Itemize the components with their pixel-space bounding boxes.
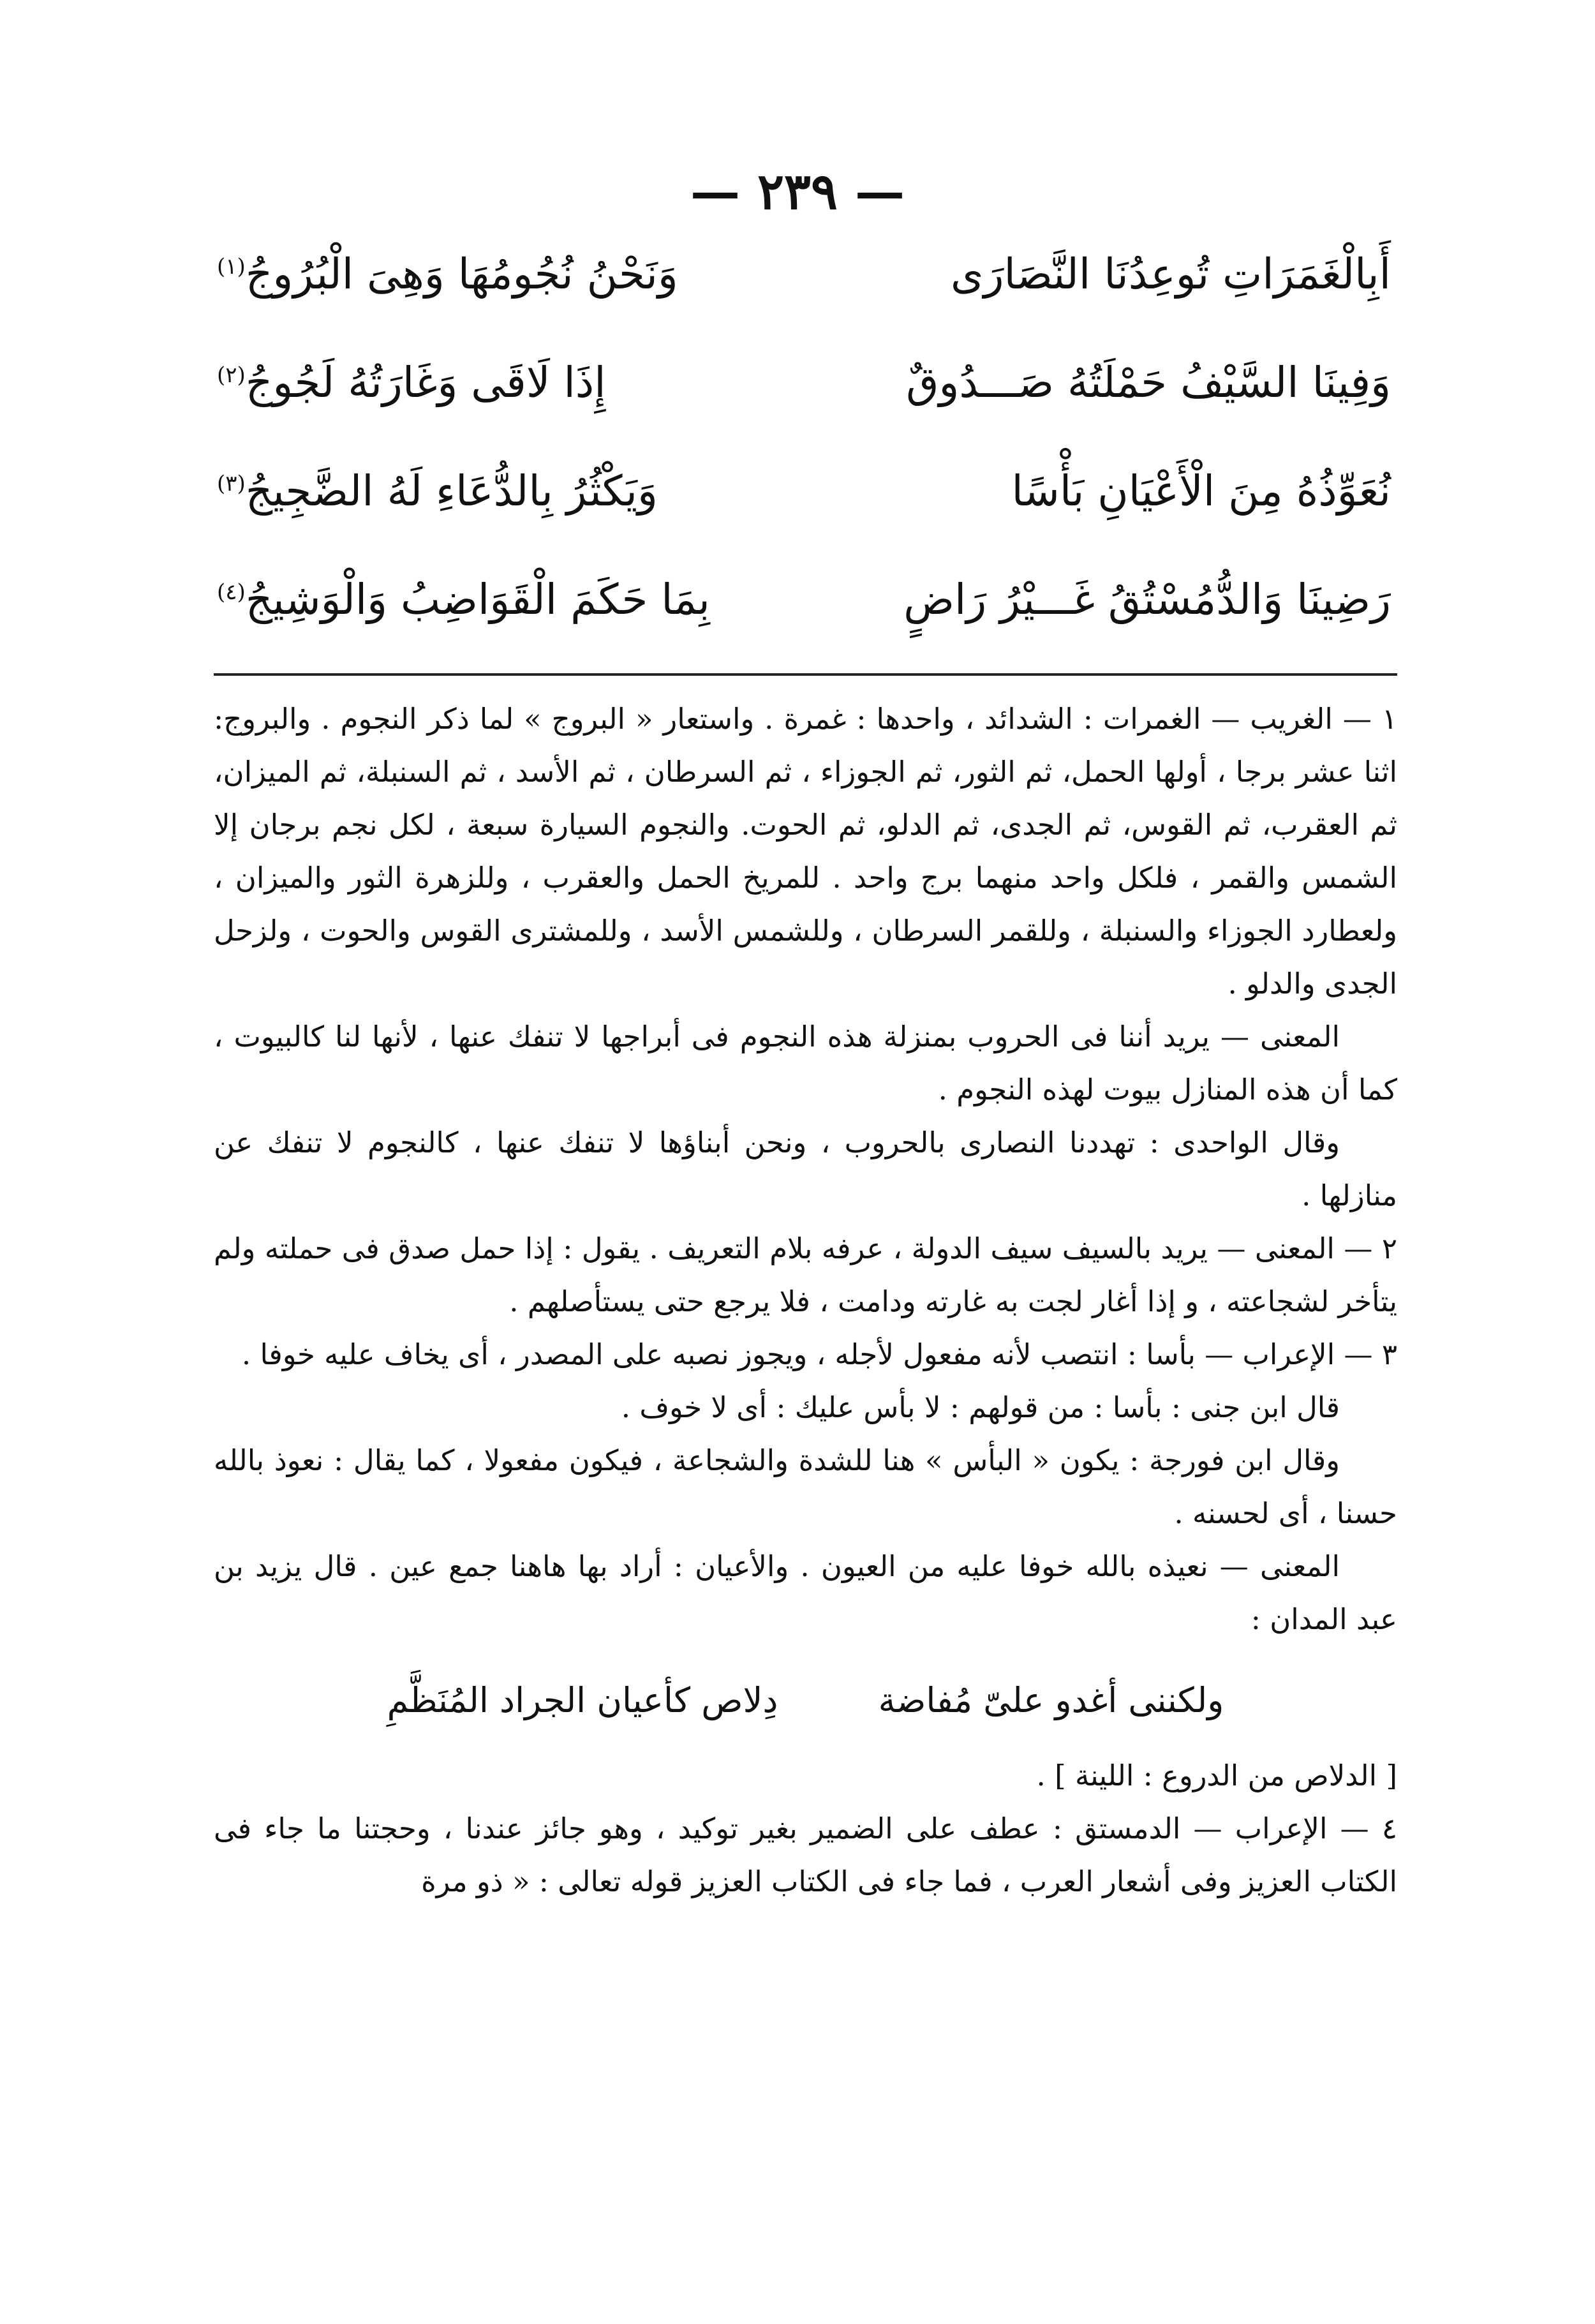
footnote-marker: (٤) <box>217 579 246 606</box>
poem-hemistich-first: نُعَوِّذُهُ مِنَ الْأَعْيَانِ بَأْسًا <box>1011 466 1391 516</box>
quoted-verse-first: ولكننى أغدو علىّ مُفاضة <box>878 1680 1224 1720</box>
poem-line <box>217 552 1391 648</box>
footnote-marker: (١) <box>217 254 246 280</box>
poem-line <box>217 443 1391 539</box>
footnote-3-ibn-jinni: قال ابن جنى : بأسا : من قولهم : لا بأس عليك : أى لا خوف . <box>621 1390 1340 1424</box>
poem-hemistich-first: رَضِينَا وَالدُّمُسْتُقُ غَـــيْرُ رَاضٍ <box>903 575 1391 625</box>
page-number: — ٢٣٩ — <box>690 163 905 221</box>
dilas-gloss: [ الدلاص من الدروع : اللينة ] . <box>1036 1759 1397 1792</box>
footnote-1: ١ — الغريب — الغمرات : الشدائد ، واحدها : غمرة . واستعار « البروج » لما ذكر النجوم . والبروج: اثنا عشر برجا ، أولها الحمل، ثم الثور، ثم الجوزاء ، ثم السرطان ، ثم الأسد ، ثم السنبلة، ثم الميزان، ثم العقرب، ثم القوس، ثم الجدى، ثم الدلو، ثم الحوت. والنجوم السيارة سبعة ، لكل نجم برجان إلا الشمس والقمر ، فلكل واحد منهما برج واحد . للمريخ الحمل والعقرب ، وللزهرة الثور والميزان ، ولعطارد الجوزاء والسنبلة ، وللقمر السرطان ، وللشمس الأسد ، وللمشترى القوس والحوت ، ولزحل الجدى والدلو . <box>214 702 1397 1001</box>
footnote-3-meaning: المعنى — نعيذه بالله خوفا عليه من العيون . والأعيان : أراد بها هاهنا جمع عين . قال يزيد بن عبد المدان : <box>214 1549 1397 1636</box>
poem-hemistich-first: وَفِينَا السَّيْفُ حَمْلَتُهُ صَـــدُوقٌ <box>906 358 1391 408</box>
footnotes <box>214 692 1397 1908</box>
poem-hemistich-second <box>217 464 658 519</box>
hemistich-text: إِذَا لَاقَى وَغَارَتُهُ لَجُوجُ <box>245 358 606 408</box>
poem-hemistich-second <box>217 247 678 302</box>
footnote-1-wahidi: وقال الواحدى : تهددنا النصارى بالحروب ، ونحن أبناؤها لا تنفك عنها ، كالنجوم لا تنفك عن منازلها . <box>214 1126 1397 1212</box>
hemistich-text: وَيَكْثُرُ بِالدُّعَاءِ لَهُ الضَّجِيجُ <box>245 466 658 516</box>
footnote-3-ibn-furraja: وقال ابن فورجة : يكون « البأس » هنا للشدة والشجاعة ، فيكون مفعولا ، كما يقال : نعوذ بالله حسنا ، أى لحسنه . <box>214 1443 1397 1530</box>
quoted-verse-second: دِلاص كأعيان الجراد المُنَظَّمِ <box>387 1680 778 1720</box>
footnote-4: ٤ — الإعراب — الدمستق : عطف على الضمير بغير توكيد ، وهو جائز عندنا ، وحجتنا ما جاء فى الكتاب العزيز وفى أشعار العرب ، فما جاء فى الكتاب العزيز قوله تعالى : « ذو مرة <box>214 1812 1397 1898</box>
footnote-2: ٢ — المعنى — يريد بالسيف سيف الدولة ، عرفه بلام التعريف . يقول : إذا حمل صدق فى حملته ولم يتأخر لشجاعته ، و إذا أغار لجت به غارته ودامت ، فلا يرجع حتى يستأصلهم . <box>214 1232 1397 1318</box>
poem-hemistich-first: أَبِالْغَمَرَاتِ تُوعِدُنَا النَّصَارَى <box>951 250 1391 299</box>
hemistich-text: وَنَحْنُ نُجُومُهَا وَهِىَ الْبُرُوجُ <box>245 250 678 299</box>
poem-hemistich-second <box>217 355 606 410</box>
poem-hemistich-second <box>217 572 710 627</box>
footnote-divider <box>214 673 1397 676</box>
quoted-verse <box>214 1670 1397 1731</box>
footnote-marker: (٣) <box>217 471 246 497</box>
footnote-3: ٣ — الإعراب — بأسا : انتصب لأنه مفعول لأجله ، ويجوز نصبه على المصدر ، أى يخاف عليه خوفا . <box>241 1337 1397 1371</box>
hemistich-text: بِمَا حَكَمَ الْقَوَاضِبُ وَالْوَشِيجُ <box>245 575 710 625</box>
poem-line <box>217 227 1391 322</box>
footnote-1-meaning: المعنى — يريد أننا فى الحروب بمنزلة هذه النجوم فى أبراجها لا تنفك عنها ، لأنها لنا كالبيوت ، كما أن هذه المنازل بيوت لهذه النجوم . <box>214 1020 1397 1106</box>
footnote-marker: (٢) <box>217 362 246 389</box>
poem-line <box>217 335 1391 431</box>
